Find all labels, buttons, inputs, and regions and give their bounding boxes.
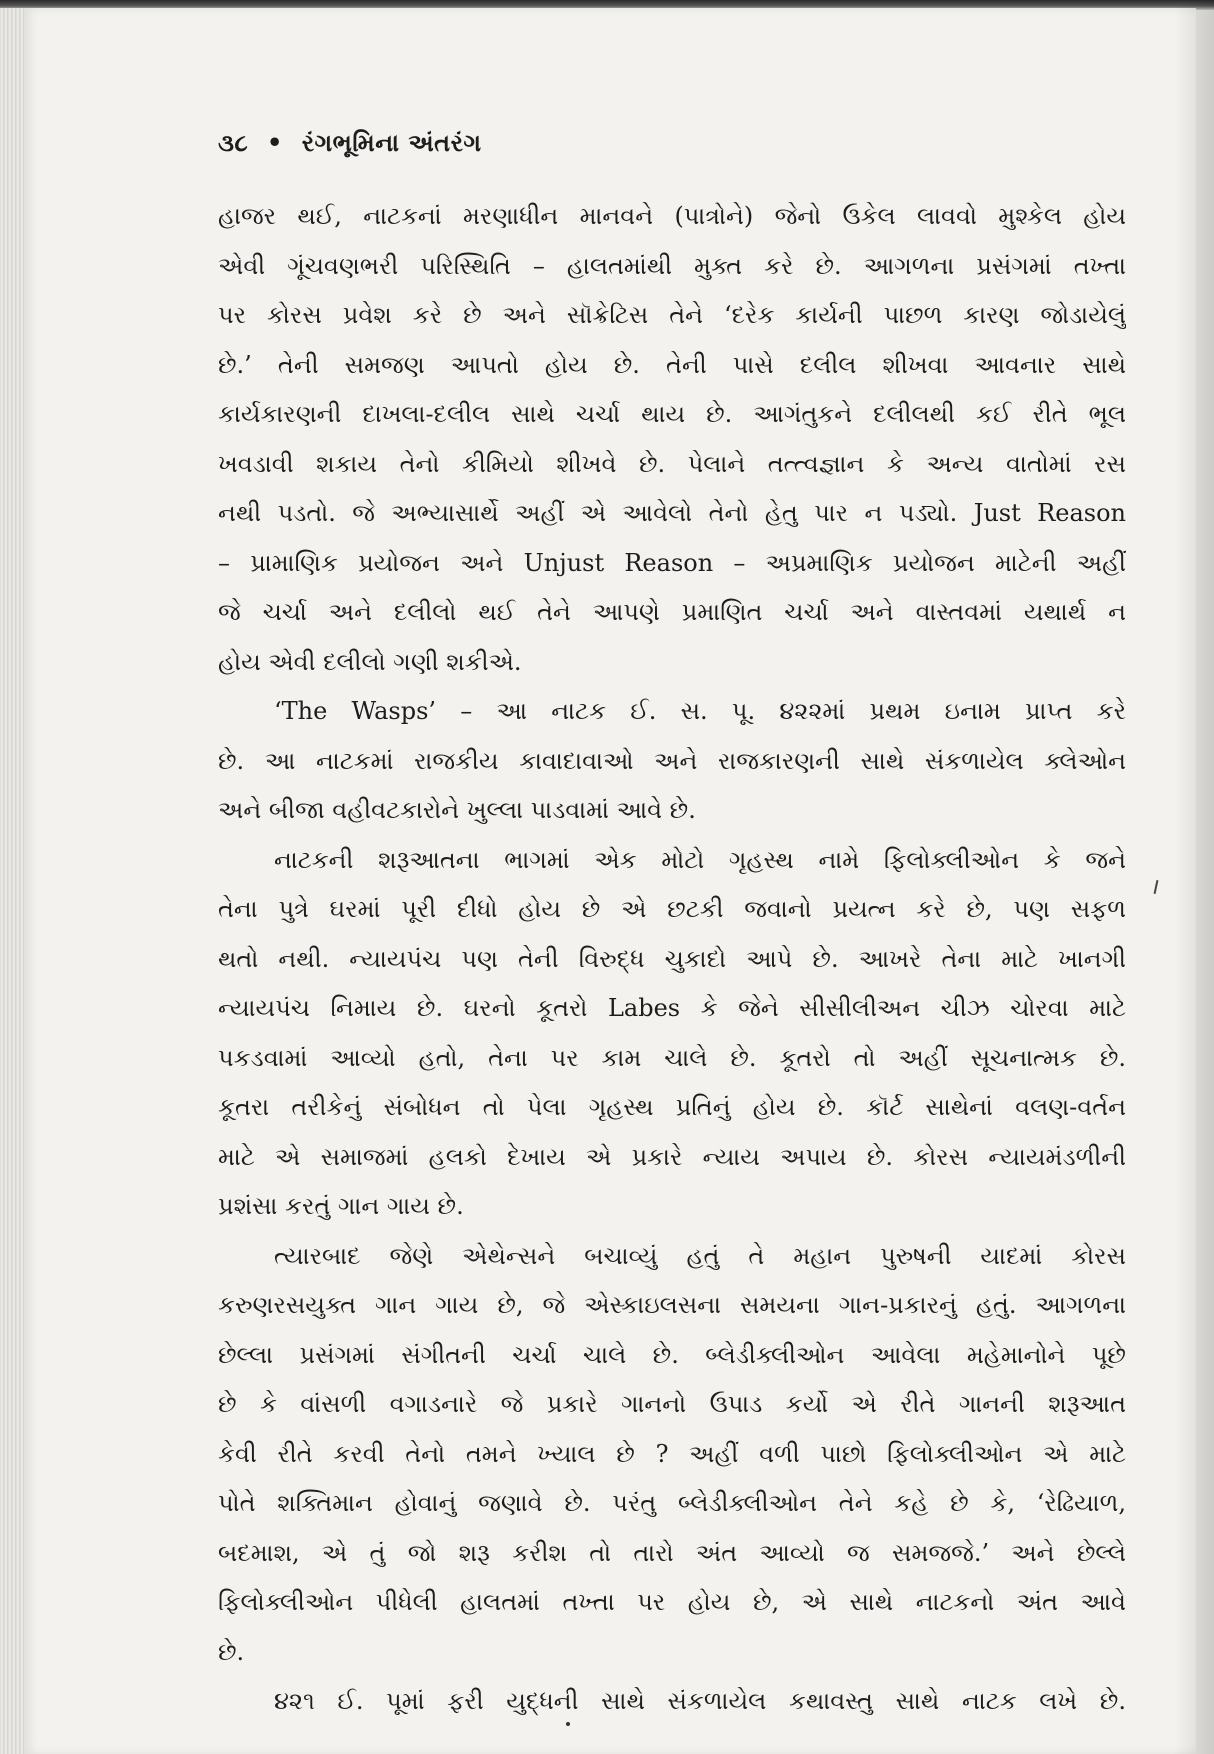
text-line: – પ્રામાણિક પ્રયોજન અને Unjust Reason – અપ્રમાણિક પ્રયોજન માટેની અહીં <box>218 548 1126 577</box>
text-line: છે. <box>218 1637 245 1666</box>
text-line: ખવડાવી શકાય તેનો કીમિયો શીખવે છે. પેલાને તત્ત્વજ્ઞાન કે અન્ય વાતોમાં રસ <box>218 449 1126 478</box>
footer-dot <box>566 1722 570 1726</box>
text-line: છે.’ તેની સમજણ આપતો હોય છે. તેની પાસે દલીલ શીખવા આવનાર સાથે <box>218 350 1126 379</box>
text-line: ફિલોક્લીઓન પીધેલી હાલતમાં તખ્તા પર હોય છે, એ સાથે નાટકનો અંત આવે <box>218 1588 1126 1616</box>
text-line: હોય એવી દલીલો ગણી શકીએ. <box>218 647 522 676</box>
text-line: કૂતરા તરીકેનું સંબોધન તો પેલા ગૃહસ્થ પ્રતિનું હોય છે. કૉર્ટ સાથેનાં વલણ-વર્તન <box>218 1093 1126 1121</box>
text-line: કરુણરસયુક્ત ગાન ગાય છે, જે એસ્કાઇલસના સમયના ગાન-પ્રકારનું હતું. આગળના <box>218 1291 1126 1319</box>
text-line: કાર્યકારણની દાખલા-દલીલ સાથે ચર્ચા થાય છે. આગંતુકને દલીલથી કઈ રીતે ભૂલ <box>218 400 1126 428</box>
text-line: પ્રશંસા કરતું ગાન ગાય છે. <box>218 1192 464 1220</box>
text-line: છે. આ નાટકમાં રાજકીય કાવાદાવાઓ અને રાજકારણની સાથે સંકળાયેલ ક્લેઓન <box>218 746 1126 775</box>
text-line: પોતે શક્તિમાન હોવાનું જણાવે છે. પરંતુ બ્લેડીક્લીઓન તેને કહે છે કે, ‘રેઢિયાળ, <box>218 1489 1126 1517</box>
text-line: હાજર થઈ, નાટકનાં મરણાધીન માનવને (પાત્રોને) જેનો ઉકેલ લાવવો મુશ્કેલ હોય <box>218 202 1126 230</box>
text-line: અને બીજા વહીવટકારોને ખુલ્લા પાડવામાં આવે છે. <box>218 796 696 824</box>
text-line: છેલ્લા પ્રસંગમાં સંગીતની ચર્ચા ચાલે છે. બ્લેડીક્લીઓન આવેલા મહેમાનોને પૂછે <box>218 1340 1126 1369</box>
text-line: નાટકની શરૂઆતના ભાગમાં એક મોટો ગૃહસ્થ નામે ફિલોક્લીઓન કે જને <box>274 845 1126 874</box>
page-number: ૩૮ <box>218 128 249 157</box>
header-separator: • <box>267 128 283 157</box>
text-line: થતો નથી. ન્યાયપંચ પણ તેની વિરુદ્ધ ચુકાદો આપે છે. આખરે તેના માટે ખાનગી <box>218 944 1126 973</box>
text-line: પકડવામાં આવ્યો હતો, તેના પર કામ ચાલે છે. કૂતરો તો અહીં સૂચનાત્મક છે. <box>218 1043 1126 1072</box>
text-line: પર કોરસ પ્રવેશ કરે છે અને સૉક્રેટિસ તેને ‘દરેક કાર્યની પાછળ કારણ જોડાયેલું <box>218 301 1126 329</box>
text-line: છે કે વાંસળી વગાડનારે જે પ્રકારે ગાનનો ઉપાડ કર્યો એ રીતે ગાનની શરૂઆત <box>218 1390 1126 1418</box>
text-line: બદમાશ, એ તું જો શરૂ કરીશ તો તારો અંત આવ્યો જ સમજજે.’ અને છેલ્લે <box>218 1538 1126 1567</box>
book-title: રંગભૂમિના અંતરંગ <box>301 128 482 157</box>
text-line: કેવી રીતે કરવી તેનો તમને ખ્યાલ છે ? અહીં વળી પાછો ફિલોક્લીઓન એ માટે <box>218 1439 1126 1468</box>
text-line: ન્યાયપંચ નિમાય છે. ઘરનો કૂતરો Labes કે જેને સીસીલીઅન ચીઝ ચોરવા માટે <box>218 994 1126 1022</box>
text-line: માટે એ સમાજમાં હલકો દેખાય એ પ્રકારે ન્યાય અપાય છે. કોરસ ન્યાયમંડળીની <box>218 1142 1126 1171</box>
scan-shadow <box>1174 0 1214 1754</box>
text-line: ૪૨૧ ઈ. પૂમાં ફરી યુદ્ધની સાથે સંકળાયેલ કથાવસ્તુ સાથે નાટક લખે છે. <box>274 1687 1126 1715</box>
text-line: તેના પુત્રે ઘરમાં પૂરી દીધો હોય છે એ છટકી જવાનો પ્રયત્ન કરે છે, પણ સફળ <box>218 895 1126 923</box>
text-line: ‘The Wasps’ – આ નાટક ઈ. સ. પૂ. ૪૨૨માં પ્રથમ ઇનામ પ્રાપ્ત કરે <box>274 697 1126 725</box>
text-line: એવી ગૂંચવણભરી પરિસ્થિતિ – હાલતમાંથી મુક્ત કરે છે. આગળના પ્રસંગમાં તખ્તા <box>218 251 1126 280</box>
text-line: નથી પડતો. જે અભ્યાસાર્થે અહીં એ આવેલો તેનો હેતુ પાર ન પડ્યો. Just Reason <box>218 499 1126 527</box>
running-header <box>218 128 482 157</box>
body-text <box>218 192 1126 1727</box>
text-line: ત્યારબાદ જેણે એથેન્સને બચાવ્યું હતું તે મહાન પુરુષની યાદમાં કોરસ <box>274 1241 1126 1270</box>
text-line: જે ચર્ચા અને દલીલો થઈ તેને આપણે પ્રમાણિત ચર્ચા અને વાસ્તવમાં યથાર્થ ન <box>218 598 1126 626</box>
